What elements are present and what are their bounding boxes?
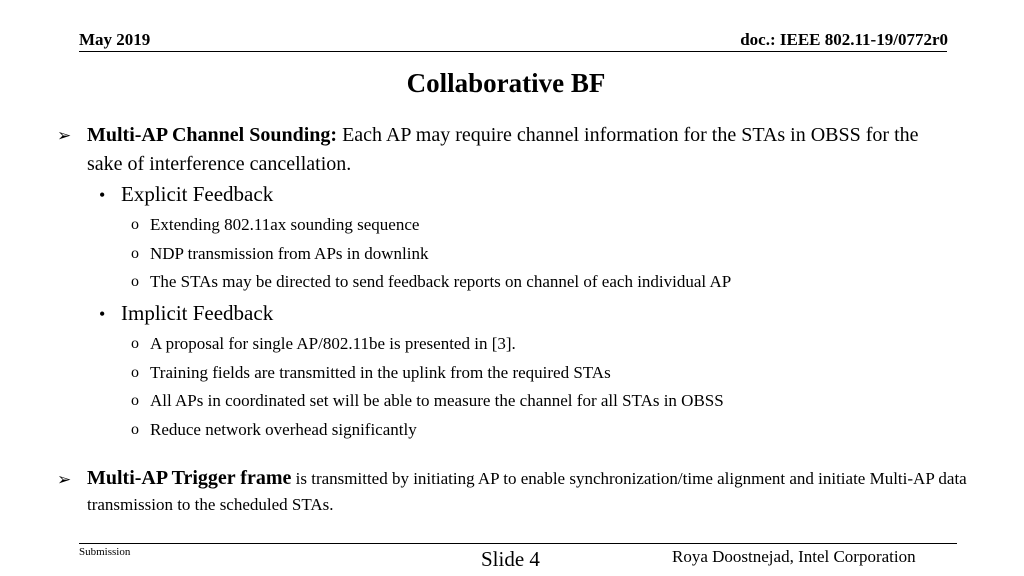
slide-title: Collaborative BF [406, 68, 606, 98]
circle-bullet-icon: o [131, 421, 139, 438]
dot-bullet-icon: • [99, 185, 106, 205]
list-item: Extending 802.11ax sounding sequence [150, 215, 420, 234]
bullet-text: Each AP may require channel information for the STAs in OBSS for the sake of interference cancellation. [87, 124, 919, 175]
footer-author: Roya Doostnejad, Intel Corporation [672, 547, 916, 566]
bullet-text: is transmitted by initiating AP to enable synchronization/time alignment and initiate Multi-AP data transmission to the scheduled STAs. [87, 469, 967, 514]
arrow-bullet-icon: ➢ [57, 126, 72, 145]
slide-number: Slide 4 [481, 547, 540, 571]
footer-divider [79, 543, 957, 544]
list-item: Training fields are transmitted in the uplink from the required STAs [150, 363, 611, 382]
list-item: All APs in coordinated set will be able to measure the channel for all STAs in OBSS [150, 391, 724, 410]
bullet-trigger-frame [87, 465, 967, 518]
circle-bullet-icon: o [131, 273, 139, 290]
list-item: Reduce network overhead significantly [150, 420, 417, 439]
list-item: NDP transmission from APs in downlink [150, 244, 429, 263]
dot-bullet-icon: • [99, 304, 106, 324]
header-divider [79, 51, 947, 52]
bullet-lead: Multi-AP Channel Sounding: [87, 124, 338, 146]
sub-bullet-explicit-feedback: Explicit Feedback [121, 182, 274, 206]
bullet-lead: Multi-AP Trigger frame [87, 467, 292, 489]
list-item: A proposal for single AP/802.11be is presented in [3]. [150, 334, 516, 353]
bullet-channel-sounding [87, 121, 947, 179]
list-item: The STAs may be directed to send feedback reports on channel of each individual AP [150, 272, 732, 291]
circle-bullet-icon: o [131, 216, 139, 233]
arrow-bullet-icon: ➢ [57, 470, 72, 489]
circle-bullet-icon: o [131, 245, 139, 262]
circle-bullet-icon: o [131, 335, 139, 352]
sub-bullet-implicit-feedback: Implicit Feedback [121, 301, 274, 325]
circle-bullet-icon: o [131, 392, 139, 409]
header-date: May 2019 [79, 30, 151, 49]
circle-bullet-icon: o [131, 364, 139, 381]
footer-submission: Submission [79, 546, 131, 558]
header-doc-id: doc.: IEEE 802.11-19/0772r0 [740, 30, 948, 49]
